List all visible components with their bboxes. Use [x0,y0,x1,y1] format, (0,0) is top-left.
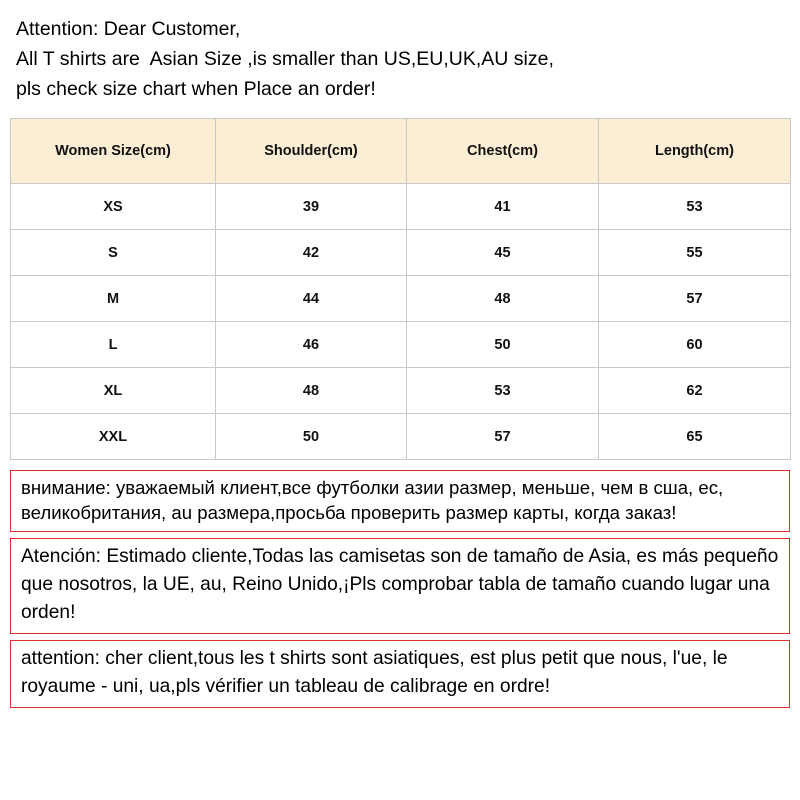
size-chart-table [10,118,791,460]
cell-size: L [11,322,216,368]
column-header-length: Length(cm) [599,119,791,184]
cell-size: XXL [11,414,216,460]
note-text-spanish: Atención: Estimado cliente,Todas las camisetas son de tamaño de Asia, es más pequeño que nosotros, la UE, au, Reino Unido,¡Pls comprobar tabla de tamaño cuando lugar una orden! [21,546,779,623]
table-row [11,322,791,368]
attention-line-1: Attention: Dear Customer, [16,18,241,40]
note-box-french [10,640,790,708]
cell-size: XS [11,184,216,230]
column-header-shoulder: Shoulder(cm) [216,119,407,184]
cell-chest: 41 [407,184,599,230]
note-box-russian [10,470,790,532]
cell-chest: 57 [407,414,599,460]
cell-length: 57 [599,276,791,322]
attention-line-2: All T shirts are Asian Size ,is smaller than US,EU,UK,AU size, [16,48,554,70]
cell-shoulder: 44 [216,276,407,322]
cell-chest: 45 [407,230,599,276]
cell-shoulder: 42 [216,230,407,276]
size-chart-body [11,184,791,460]
cell-length: 60 [599,322,791,368]
cell-chest: 53 [407,368,599,414]
cell-shoulder: 39 [216,184,407,230]
cell-length: 53 [599,184,791,230]
table-row [11,368,791,414]
cell-shoulder: 48 [216,368,407,414]
table-header-row [11,119,791,184]
cell-length: 55 [599,230,791,276]
attention-line-3: pls check size chart when Place an order! [16,78,376,100]
cell-length: 62 [599,368,791,414]
size-chart-header [11,119,791,184]
note-text-russian: внимание: уважаемый клиент,все футболки азии размер, меньше, чем в сша, ес, великобритания, au размера,просьба проверить размер карты, когда заказ! [21,477,724,523]
cell-size: M [11,276,216,322]
table-row [11,414,791,460]
column-header-women-size: Women Size(cm) [11,119,216,184]
note-text-french: attention: cher client,tous les t shirts sont asiatiques, est plus petit que nous, l'ue, le royaume - uni, ua,pls vérifier un tableau de calibrage en ordre! [21,648,728,697]
column-header-chest: Chest(cm) [407,119,599,184]
cell-chest: 48 [407,276,599,322]
cell-shoulder: 50 [216,414,407,460]
cell-size: S [11,230,216,276]
table-row [11,184,791,230]
table-row [11,276,791,322]
cell-size: XL [11,368,216,414]
note-box-spanish [10,538,790,634]
table-row [11,230,791,276]
cell-shoulder: 46 [216,322,407,368]
cell-length: 65 [599,414,791,460]
translated-notes [10,470,790,708]
attention-block [10,14,790,104]
cell-chest: 50 [407,322,599,368]
